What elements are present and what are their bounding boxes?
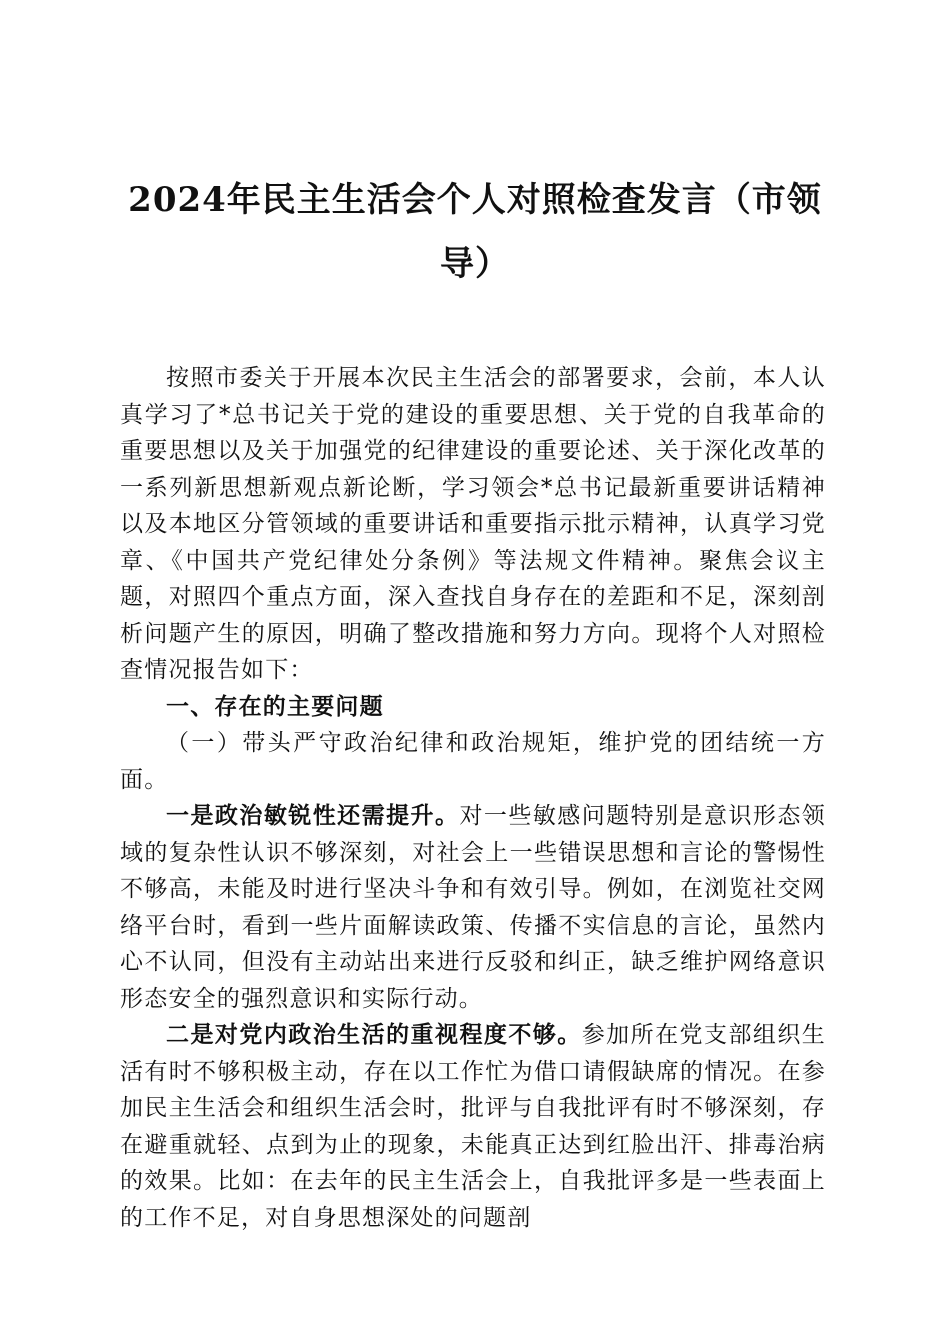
section-heading: 一、存在的主要问题 [166,693,384,720]
point-1-text: 对一些敏感问题特别是意识形态领域的复杂性认识不够深刻，对社会上一些错误思想和言论的警惕性不够高，未能及时进行坚决斗争和有效引导。例如，在浏览社交网络平台时，看到一些片面解读政策、传播不实信息的言论，虽然内心不认同，但没有主动站出来进行反驳和纠正，缺乏维护网络意识形态安全的强烈意识和实际行动。 [120,803,827,1012]
document-title: 2024年民主生活会个人对照检查发言（市领导） [128,180,822,284]
intro-paragraph: 按照市委关于开展本次民主生活会的部署要求，会前，本人认真学习了*总书记关于党的建设的重要思想、关于党的自我革命的重要思想以及关于加强党的纪律建设的重要论述、关于深化改革的一系列新思想新观点新论断，学习领会*总书记最新重要讲话精神以及本地区分管领域的重要讲话和重要指示批示精神，认真学习党章、《中国共产党纪律处分条例》等法规文件精神。聚焦会议主题，对照四个重点方面，深入查找自身存在的差距和不足，深刻剖析问题产生的原因，明确了整改措施和努力方向。现将个人对照检查情况报告如下： [120,365,826,683]
point-2-lead: 二是对党内政治生活的重视程度不够。 [166,1022,582,1048]
point-2-text: 参加所在党支部组织生活有时不够积极主动，存在以工作忙为借口请假缺席的情况。在参加民主生活会和组织生活会时，批评与自我批评有时不够深刻，存在避重就轻、点到为止的现象，未能真正达到红脸出汗、排毒治病的效果。比如：在去年的民主生活会上，自我批评多是一些表面上的工作不足，对自身思想深处的问题剖 [120,1022,827,1231]
document-body [120,360,826,1236]
point-paragraph-1 [120,798,826,1017]
point-paragraph-2 [120,1017,826,1236]
point-1-lead: 一是政治敏锐性还需提升。 [166,803,460,829]
subsection-heading: （一）带头严守政治纪律和政治规矩，维护党的团结统一方面。 [120,730,826,793]
